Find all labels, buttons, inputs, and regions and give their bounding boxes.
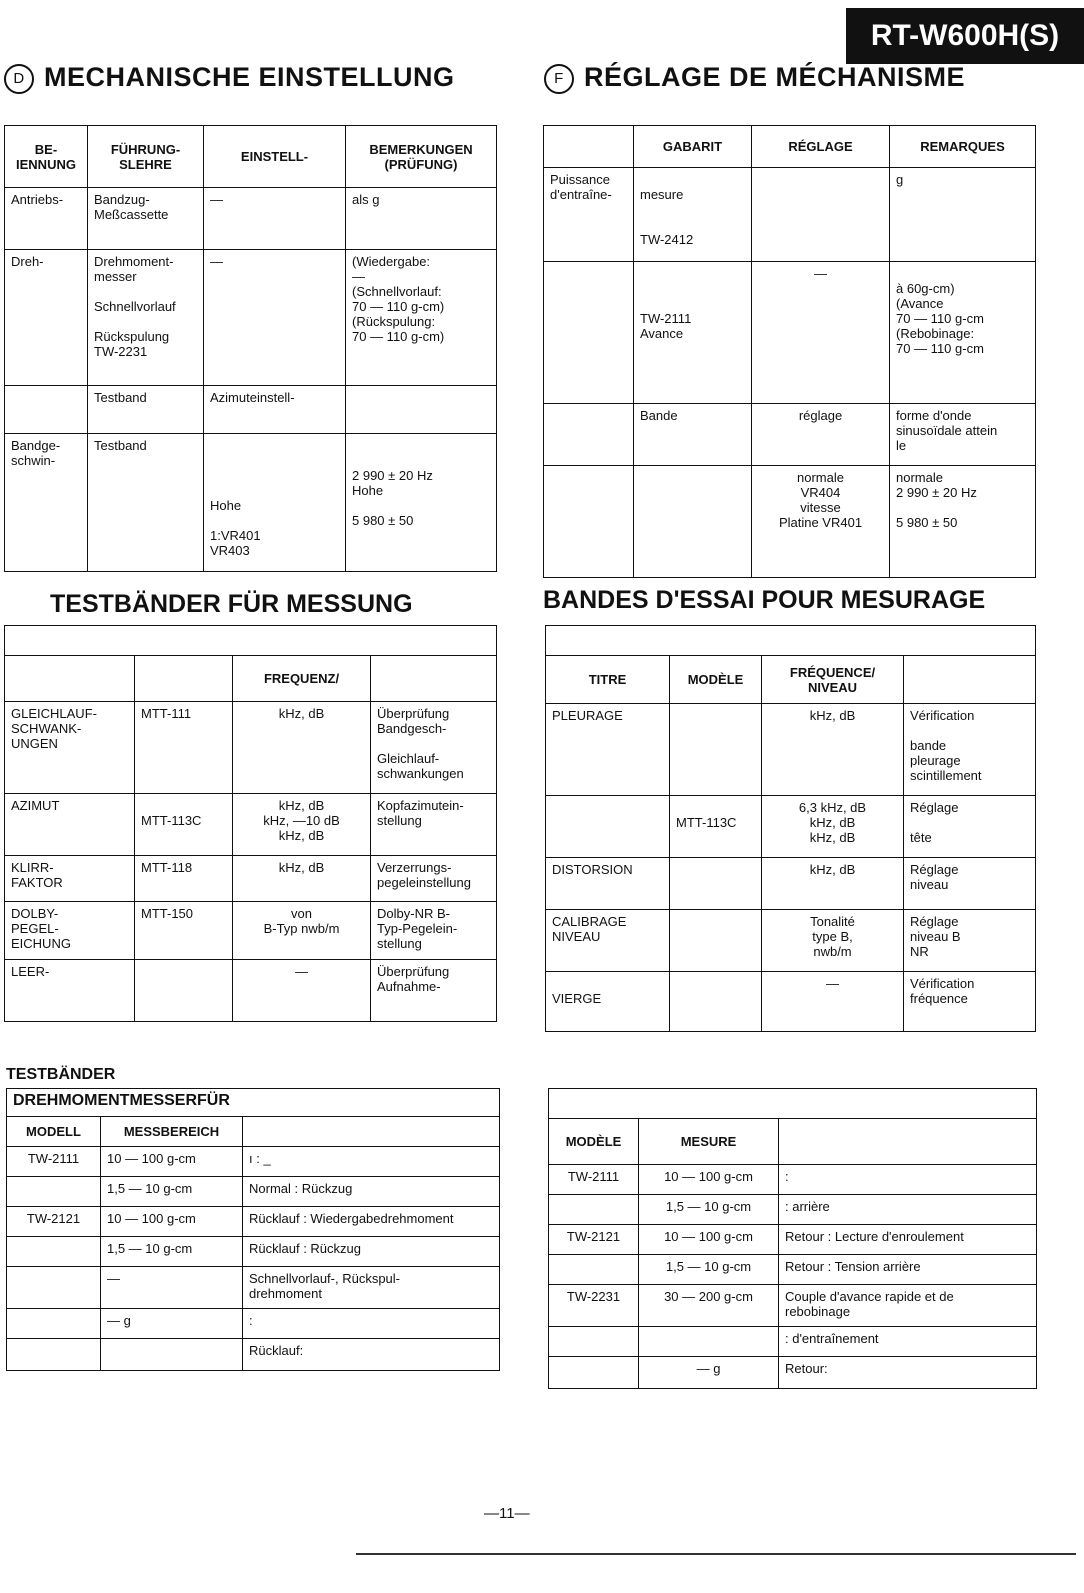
table-row bbox=[544, 168, 1036, 262]
table-row bbox=[7, 1207, 500, 1237]
table-cell: Dolby-NR B- Typ-Pegelein- stellung bbox=[371, 902, 497, 960]
table-cell: Retour : Lecture d'enroulement bbox=[779, 1225, 1037, 1255]
section-title-fr: F RÉGLAGE DE MÉCHANISME bbox=[544, 62, 965, 94]
table-cell: Rücklauf : Wiedergabedrehmoment bbox=[243, 1207, 500, 1237]
table-cell: — bbox=[233, 960, 371, 1022]
table-cell: AZIMUT bbox=[5, 794, 135, 856]
table-cell: Schnellvorlauf-, Rückspul- drehmoment bbox=[243, 1267, 500, 1309]
column-header: BEMERKUNGEN (PRÜFUNG) bbox=[346, 126, 497, 188]
model-tag: RT-W600H(S) bbox=[846, 8, 1084, 64]
table-row bbox=[5, 250, 497, 386]
table-row bbox=[546, 858, 1036, 910]
table-cell bbox=[670, 972, 762, 1032]
table-cell: Antriebs- bbox=[5, 188, 88, 250]
table-cell bbox=[7, 1339, 101, 1371]
table-cell: — bbox=[204, 250, 346, 386]
table-row bbox=[7, 1177, 500, 1207]
column-header: TITRE bbox=[546, 656, 670, 704]
table-row bbox=[549, 1195, 1037, 1225]
table-cell: : arrière bbox=[779, 1195, 1037, 1225]
table-cell: TW-2121 bbox=[549, 1225, 639, 1255]
table-cell: 2 990 ± 20 Hz Hohe 5 980 ± 50 bbox=[346, 434, 497, 572]
table-row bbox=[5, 902, 497, 960]
table-row bbox=[549, 1357, 1037, 1389]
table-row bbox=[7, 1309, 500, 1339]
table-cell: ı : _ bbox=[243, 1147, 500, 1177]
table-cell bbox=[544, 466, 634, 578]
section-title-de: D MECHANISCHE EINSTELLUNG bbox=[4, 62, 455, 94]
table-cell: Tonalité type B, nwb/m bbox=[762, 910, 904, 972]
column-header: EINSTELL- bbox=[204, 126, 346, 188]
table-cell: réglage bbox=[752, 404, 890, 466]
table-cell bbox=[549, 1195, 639, 1225]
de-test-title: TESTBÄNDER FÜR MESSUNG bbox=[50, 590, 413, 618]
table-cell bbox=[346, 386, 497, 434]
table-cell: kHz, dB bbox=[233, 702, 371, 794]
table-cell bbox=[549, 1255, 639, 1285]
table-row bbox=[7, 1147, 500, 1177]
table-row bbox=[5, 794, 497, 856]
table-cell: KLIRR- FAKTOR bbox=[5, 856, 135, 902]
table-cell: Hohe 1:VR401 VR403 bbox=[204, 434, 346, 572]
table-cell: Puissance d'entraîne- bbox=[544, 168, 634, 262]
de-torque-table bbox=[6, 1088, 500, 1371]
table-row bbox=[549, 1255, 1037, 1285]
table-cell: — g bbox=[101, 1309, 243, 1339]
fr-mech-table bbox=[543, 125, 1036, 578]
de-torque-subtitle: DREHMOMENTMESSERFÜR bbox=[7, 1089, 500, 1117]
table-row bbox=[549, 1327, 1037, 1357]
fr-torque-table bbox=[548, 1088, 1037, 1389]
column-header: GABARIT bbox=[634, 126, 752, 168]
table-cell: — bbox=[101, 1267, 243, 1309]
letter-d-icon: D bbox=[4, 64, 34, 94]
table-cell: MTT-113C bbox=[670, 796, 762, 858]
table-cell: Überprüfung Bandgesch- Gleichlauf- schwankungen bbox=[371, 702, 497, 794]
table-row bbox=[544, 466, 1036, 578]
table-cell: von B-Typ nwb/m bbox=[233, 902, 371, 960]
table-cell: Vérification bande pleurage scintillement bbox=[904, 704, 1036, 796]
table-cell: kHz, dB bbox=[762, 858, 904, 910]
table-cell: 1,5 — 10 g-cm bbox=[101, 1177, 243, 1207]
table-row bbox=[546, 796, 1036, 858]
table-cell: kHz, dB bbox=[762, 704, 904, 796]
column-header: FRÉQUENCE/ NIVEAU bbox=[762, 656, 904, 704]
table-cell bbox=[7, 1237, 101, 1267]
table-row bbox=[544, 262, 1036, 404]
table-cell: Bandge- schwin- bbox=[5, 434, 88, 572]
table-cell: MTT-118 bbox=[135, 856, 233, 902]
table-cell bbox=[752, 168, 890, 262]
table-cell: CALIBRAGE NIVEAU bbox=[546, 910, 670, 972]
table-cell: TW-2111 bbox=[549, 1165, 639, 1195]
column-header bbox=[5, 656, 135, 702]
table-row bbox=[5, 960, 497, 1022]
table-cell: à 60g-cm) (Avance 70 — 110 g-cm (Rebobinage: 70 — 110 g-cm bbox=[890, 262, 1036, 404]
table-cell: — bbox=[204, 188, 346, 250]
table-cell bbox=[634, 466, 752, 578]
table-cell: 1,5 — 10 g-cm bbox=[639, 1195, 779, 1225]
table-cell: forme d'onde sinusoïdale attein le bbox=[890, 404, 1036, 466]
table-cell bbox=[670, 910, 762, 972]
table-row bbox=[5, 188, 497, 250]
column-header bbox=[779, 1119, 1037, 1165]
table-cell: Réglage tête bbox=[904, 796, 1036, 858]
table-cell: VIERGE bbox=[546, 972, 670, 1032]
table-cell: — bbox=[762, 972, 904, 1032]
table-cell bbox=[7, 1267, 101, 1309]
table-cell: 6,3 kHz, dB kHz, dB kHz, dB bbox=[762, 796, 904, 858]
table-row bbox=[544, 404, 1036, 466]
table-cell: 10 — 100 g-cm bbox=[639, 1225, 779, 1255]
table-cell: MTT-113C bbox=[135, 794, 233, 856]
table-row bbox=[549, 1165, 1037, 1195]
column-header: FREQUENZ/ bbox=[233, 656, 371, 702]
table-cell: 10 — 100 g-cm bbox=[101, 1147, 243, 1177]
table-cell: DOLBY- PEGEL- EICHUNG bbox=[5, 902, 135, 960]
table-cell: TW-2111 Avance bbox=[634, 262, 752, 404]
column-header: MODÈLE bbox=[670, 656, 762, 704]
table-cell bbox=[549, 1327, 639, 1357]
table-cell: 10 — 100 g-cm bbox=[639, 1165, 779, 1195]
de-mech-table bbox=[4, 125, 497, 572]
table-row bbox=[5, 856, 497, 902]
table-cell: MTT-150 bbox=[135, 902, 233, 960]
table-cell bbox=[549, 1357, 639, 1389]
column-header: RÉGLAGE bbox=[752, 126, 890, 168]
table-cell bbox=[7, 1309, 101, 1339]
column-header bbox=[243, 1117, 500, 1147]
column-header: REMARQUES bbox=[890, 126, 1036, 168]
column-header: FÜHRUNG- SLEHRE bbox=[88, 126, 204, 188]
table-cell: Vérification fréquence bbox=[904, 972, 1036, 1032]
table-row bbox=[549, 1285, 1037, 1327]
table-cell: Testband bbox=[88, 434, 204, 572]
table-cell: normale 2 990 ± 20 Hz 5 980 ± 50 bbox=[890, 466, 1036, 578]
table-cell: Rücklauf : Rückzug bbox=[243, 1237, 500, 1267]
table-cell bbox=[670, 858, 762, 910]
table-cell: Testband bbox=[88, 386, 204, 434]
table-cell: als g bbox=[346, 188, 497, 250]
table-cell bbox=[546, 796, 670, 858]
table-cell: Retour: bbox=[779, 1357, 1037, 1389]
table-cell: Verzerrungs- pegeleinstellung bbox=[371, 856, 497, 902]
table-cell: Couple d'avance rapide et de rebobinage bbox=[779, 1285, 1037, 1327]
table-cell bbox=[135, 960, 233, 1022]
table-cell: Azimuteinstell- bbox=[204, 386, 346, 434]
table-cell: 30 — 200 g-cm bbox=[639, 1285, 779, 1327]
table-cell: Réglage niveau bbox=[904, 858, 1036, 910]
table-cell: — g bbox=[639, 1357, 779, 1389]
table-cell: mesure TW-2412 bbox=[634, 168, 752, 262]
table-cell: GLEICHLAUF- SCHWANK- UNGEN bbox=[5, 702, 135, 794]
table-cell: Bande bbox=[634, 404, 752, 466]
table-cell: kHz, dB kHz, —10 dB kHz, dB bbox=[233, 794, 371, 856]
table-cell: : bbox=[243, 1309, 500, 1339]
table-cell: Réglage niveau B NR bbox=[904, 910, 1036, 972]
table-cell: Überprüfung Aufnahme- bbox=[371, 960, 497, 1022]
table-row bbox=[7, 1237, 500, 1267]
column-header: MODELL bbox=[7, 1117, 101, 1147]
table-cell: 1,5 — 10 g-cm bbox=[639, 1255, 779, 1285]
table-cell: Bandzug- Meßcassette bbox=[88, 188, 204, 250]
table-cell: normale VR404 vitesse Platine VR401 bbox=[752, 466, 890, 578]
table-cell: : bbox=[779, 1165, 1037, 1195]
table-cell: TW-2231 bbox=[549, 1285, 639, 1327]
fr-test-table bbox=[545, 625, 1036, 1032]
de-test-table bbox=[4, 625, 497, 1022]
table-cell bbox=[101, 1339, 243, 1371]
column-header bbox=[904, 656, 1036, 704]
table-cell bbox=[7, 1177, 101, 1207]
table-row bbox=[7, 1339, 500, 1371]
table-cell: MTT-111 bbox=[135, 702, 233, 794]
table-row bbox=[546, 704, 1036, 796]
table-cell: TW-2121 bbox=[7, 1207, 101, 1237]
table-row bbox=[546, 910, 1036, 972]
table-cell: Retour : Tension arrière bbox=[779, 1255, 1037, 1285]
table-row bbox=[7, 1267, 500, 1309]
table-cell: 10 — 100 g-cm bbox=[101, 1207, 243, 1237]
column-header: BE- IENNUNG bbox=[5, 126, 88, 188]
table-cell bbox=[670, 704, 762, 796]
table-cell: DISTORSION bbox=[546, 858, 670, 910]
table-cell: kHz, dB bbox=[233, 856, 371, 902]
table-cell: 1,5 — 10 g-cm bbox=[101, 1237, 243, 1267]
table-row bbox=[5, 434, 497, 572]
table-row bbox=[5, 386, 497, 434]
column-header bbox=[544, 126, 634, 168]
fr-test-title: BANDES D'ESSAI POUR MESURAGE bbox=[543, 586, 986, 614]
table-row bbox=[549, 1225, 1037, 1255]
table-cell: TW-2111 bbox=[7, 1147, 101, 1177]
column-header bbox=[135, 656, 233, 702]
bottom-rule bbox=[356, 1553, 1076, 1555]
table-cell: Dreh- bbox=[5, 250, 88, 386]
table-cell: Rücklauf: bbox=[243, 1339, 500, 1371]
table-cell: Kopfazimutein- stellung bbox=[371, 794, 497, 856]
table-cell: LEER- bbox=[5, 960, 135, 1022]
table-cell bbox=[544, 404, 634, 466]
column-header bbox=[371, 656, 497, 702]
page-number: —11— bbox=[484, 1505, 530, 1522]
de-torque-title: TESTBÄNDER bbox=[6, 1066, 116, 1083]
table-cell: — bbox=[752, 262, 890, 404]
table-row bbox=[5, 702, 497, 794]
table-cell: PLEURAGE bbox=[546, 704, 670, 796]
table-cell bbox=[639, 1327, 779, 1357]
table-cell: (Wiedergabe: — (Schnellvorlauf: 70 — 110 g-cm) (Rückspulung: 70 — 110 g-cm) bbox=[346, 250, 497, 386]
table-cell bbox=[544, 262, 634, 404]
column-header: MESSBEREICH bbox=[101, 1117, 243, 1147]
column-header: MESURE bbox=[639, 1119, 779, 1165]
column-header: MODÈLE bbox=[549, 1119, 639, 1165]
table-cell: Drehmoment- messer Schnellvorlauf Rückspulung TW-2231 bbox=[88, 250, 204, 386]
table-cell: : d'entraînement bbox=[779, 1327, 1037, 1357]
letter-f-icon: F bbox=[544, 64, 574, 94]
table-cell: g bbox=[890, 168, 1036, 262]
table-row bbox=[546, 972, 1036, 1032]
table-cell bbox=[5, 386, 88, 434]
table-cell: Normal : Rückzug bbox=[243, 1177, 500, 1207]
